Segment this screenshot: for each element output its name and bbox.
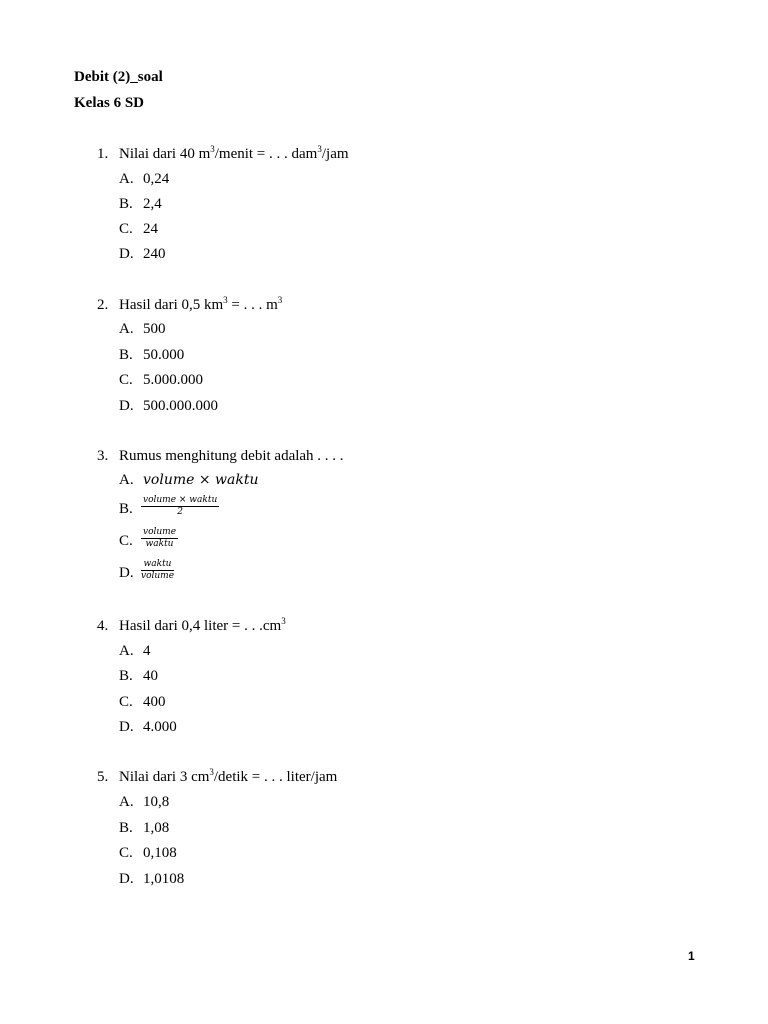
page-number: 1 — [688, 949, 695, 963]
option-c: C. 400 — [119, 694, 166, 710]
option-b: B. 1,08 — [119, 820, 170, 836]
option-c: C. 0,108 — [119, 845, 177, 861]
option-a: A. 0,24 — [119, 171, 170, 187]
fraction-formula: volume × waktu 2 — [143, 495, 218, 517]
option-a: A. 4 — [119, 643, 151, 659]
question-number: 1. — [97, 146, 109, 162]
question-text: Hasil dari 0,4 liter = . . $.cm^3$ — [119, 616, 286, 634]
option-b: B. 50.000 — [119, 347, 185, 363]
option-d: D. 500.000.000 — [119, 398, 218, 414]
fraction-formula: volume waktu — [143, 527, 177, 549]
option-d: D. 240 — [119, 246, 166, 262]
question-text: Hasil dari 0,5 $km^3$ = . . . $m^3$ — [119, 295, 283, 313]
option-b: B. 40 — [119, 668, 158, 684]
formula-volume-times-waktu: volume × waktu — [143, 472, 259, 488]
option-a: A. 10,8 — [119, 794, 170, 810]
option-a: A. 500 — [119, 321, 166, 337]
option-d: D. 4.000 — [119, 719, 177, 735]
fraction-formula: waktu volume — [141, 559, 175, 581]
question-text: Nilai dari 3 $cm^3$/detik = . . . liter/jam — [119, 767, 338, 785]
option-d: D. 1,0108 — [119, 871, 185, 887]
option-c: C. 24 — [119, 221, 158, 237]
question-text: Rumus menghitung debit adalah . . . . — [119, 448, 344, 464]
question-number: 4. — [97, 618, 109, 634]
document-subtitle: Kelas 6 SD — [74, 95, 145, 111]
question-number: 3. — [97, 448, 109, 464]
option-a: A. volume × waktu — [119, 472, 259, 488]
document-title: Debit (2)_soal — [74, 69, 163, 85]
question-number: 5. — [97, 769, 109, 785]
question-number: 2. — [97, 297, 109, 313]
question-text: Nilai dari 40 $m^3$/menit = . . . dam$^3$/jam — [119, 144, 349, 162]
option-c: C. 5.000.000 — [119, 372, 203, 388]
option-b: B. 2,4 — [119, 196, 162, 212]
